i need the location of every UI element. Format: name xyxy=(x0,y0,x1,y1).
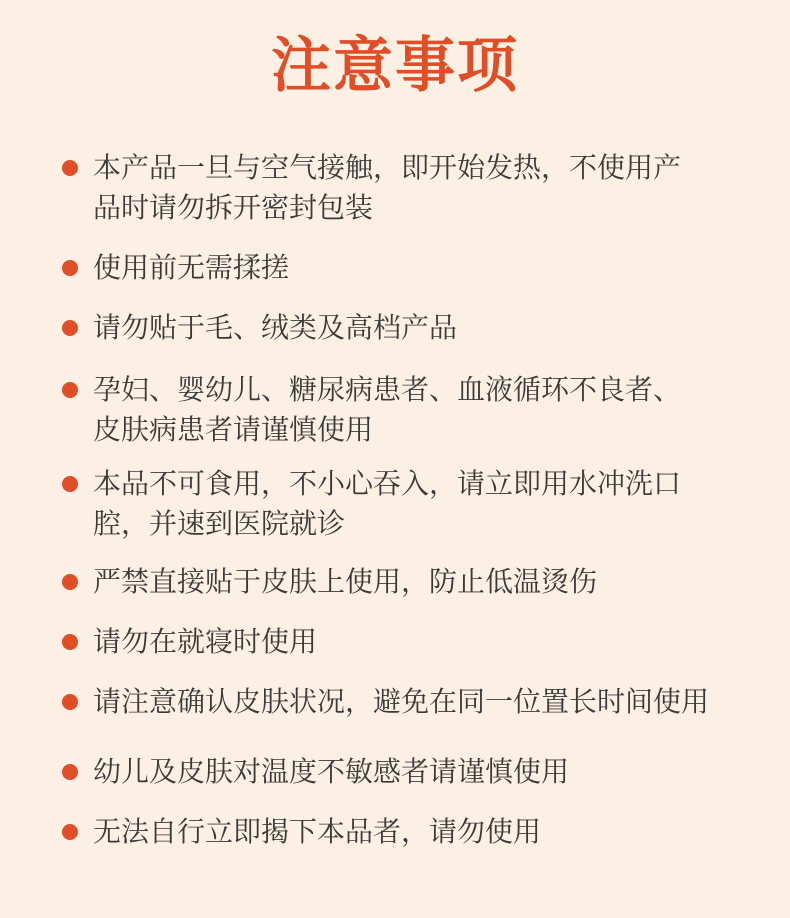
notice-text-line: 请注意确认皮肤状况，避免在同一位置长时间使用 xyxy=(93,685,710,718)
notice-item xyxy=(62,682,762,722)
bullet-dot-icon xyxy=(62,320,78,336)
notice-text-line: 孕妇、婴幼儿、糖尿病患者、血液循环不良者、 xyxy=(93,373,682,406)
notice-text-line: 请勿在就寝时使用 xyxy=(93,625,318,658)
notice-item xyxy=(62,148,762,228)
notice-text-line: 请勿贴于毛、绒类及高档产品 xyxy=(93,311,458,344)
bullet-dot-icon xyxy=(62,764,78,780)
notice-text-line: 无法自行立即揭下本品者，请勿使用 xyxy=(93,815,542,848)
bullet-dot-icon xyxy=(62,260,78,276)
notice-item xyxy=(62,248,762,288)
notice-item xyxy=(62,308,762,348)
bullet-dot-icon xyxy=(62,160,78,176)
bullet-dot-icon xyxy=(62,824,78,840)
notice-text-line: 品时请勿拆开密封包装 xyxy=(93,191,374,224)
notice-text-line: 腔，并速到医院就诊 xyxy=(93,507,346,540)
notice-item xyxy=(62,562,762,602)
notice-text-line: 严禁直接贴于皮肤上使用，防止低温烫伤 xyxy=(93,565,598,598)
notice-item xyxy=(62,464,762,544)
notice-item xyxy=(62,812,762,852)
page-title: 注意事项 xyxy=(271,31,519,101)
bullet-dot-icon xyxy=(62,476,78,492)
bullet-dot-icon xyxy=(62,382,78,398)
bullet-dot-icon xyxy=(62,574,78,590)
bullet-dot-icon xyxy=(62,694,78,710)
notice-item xyxy=(62,622,762,662)
bullet-dot-icon xyxy=(62,634,78,650)
notice-item xyxy=(62,752,762,792)
notice-text-line: 使用前无需揉搓 xyxy=(93,251,290,284)
notice-text-line: 幼儿及皮肤对温度不敏感者请谨慎使用 xyxy=(93,755,570,788)
notice-text-line: 本产品一旦与空气接触，即开始发热，不使用产 xyxy=(93,151,682,184)
notice-text-line: 本品不可食用，不小心吞入，请立即用水冲洗口 xyxy=(93,467,682,500)
notice-text-line: 皮肤病患者请谨慎使用 xyxy=(93,413,374,446)
notice-item xyxy=(62,370,762,450)
